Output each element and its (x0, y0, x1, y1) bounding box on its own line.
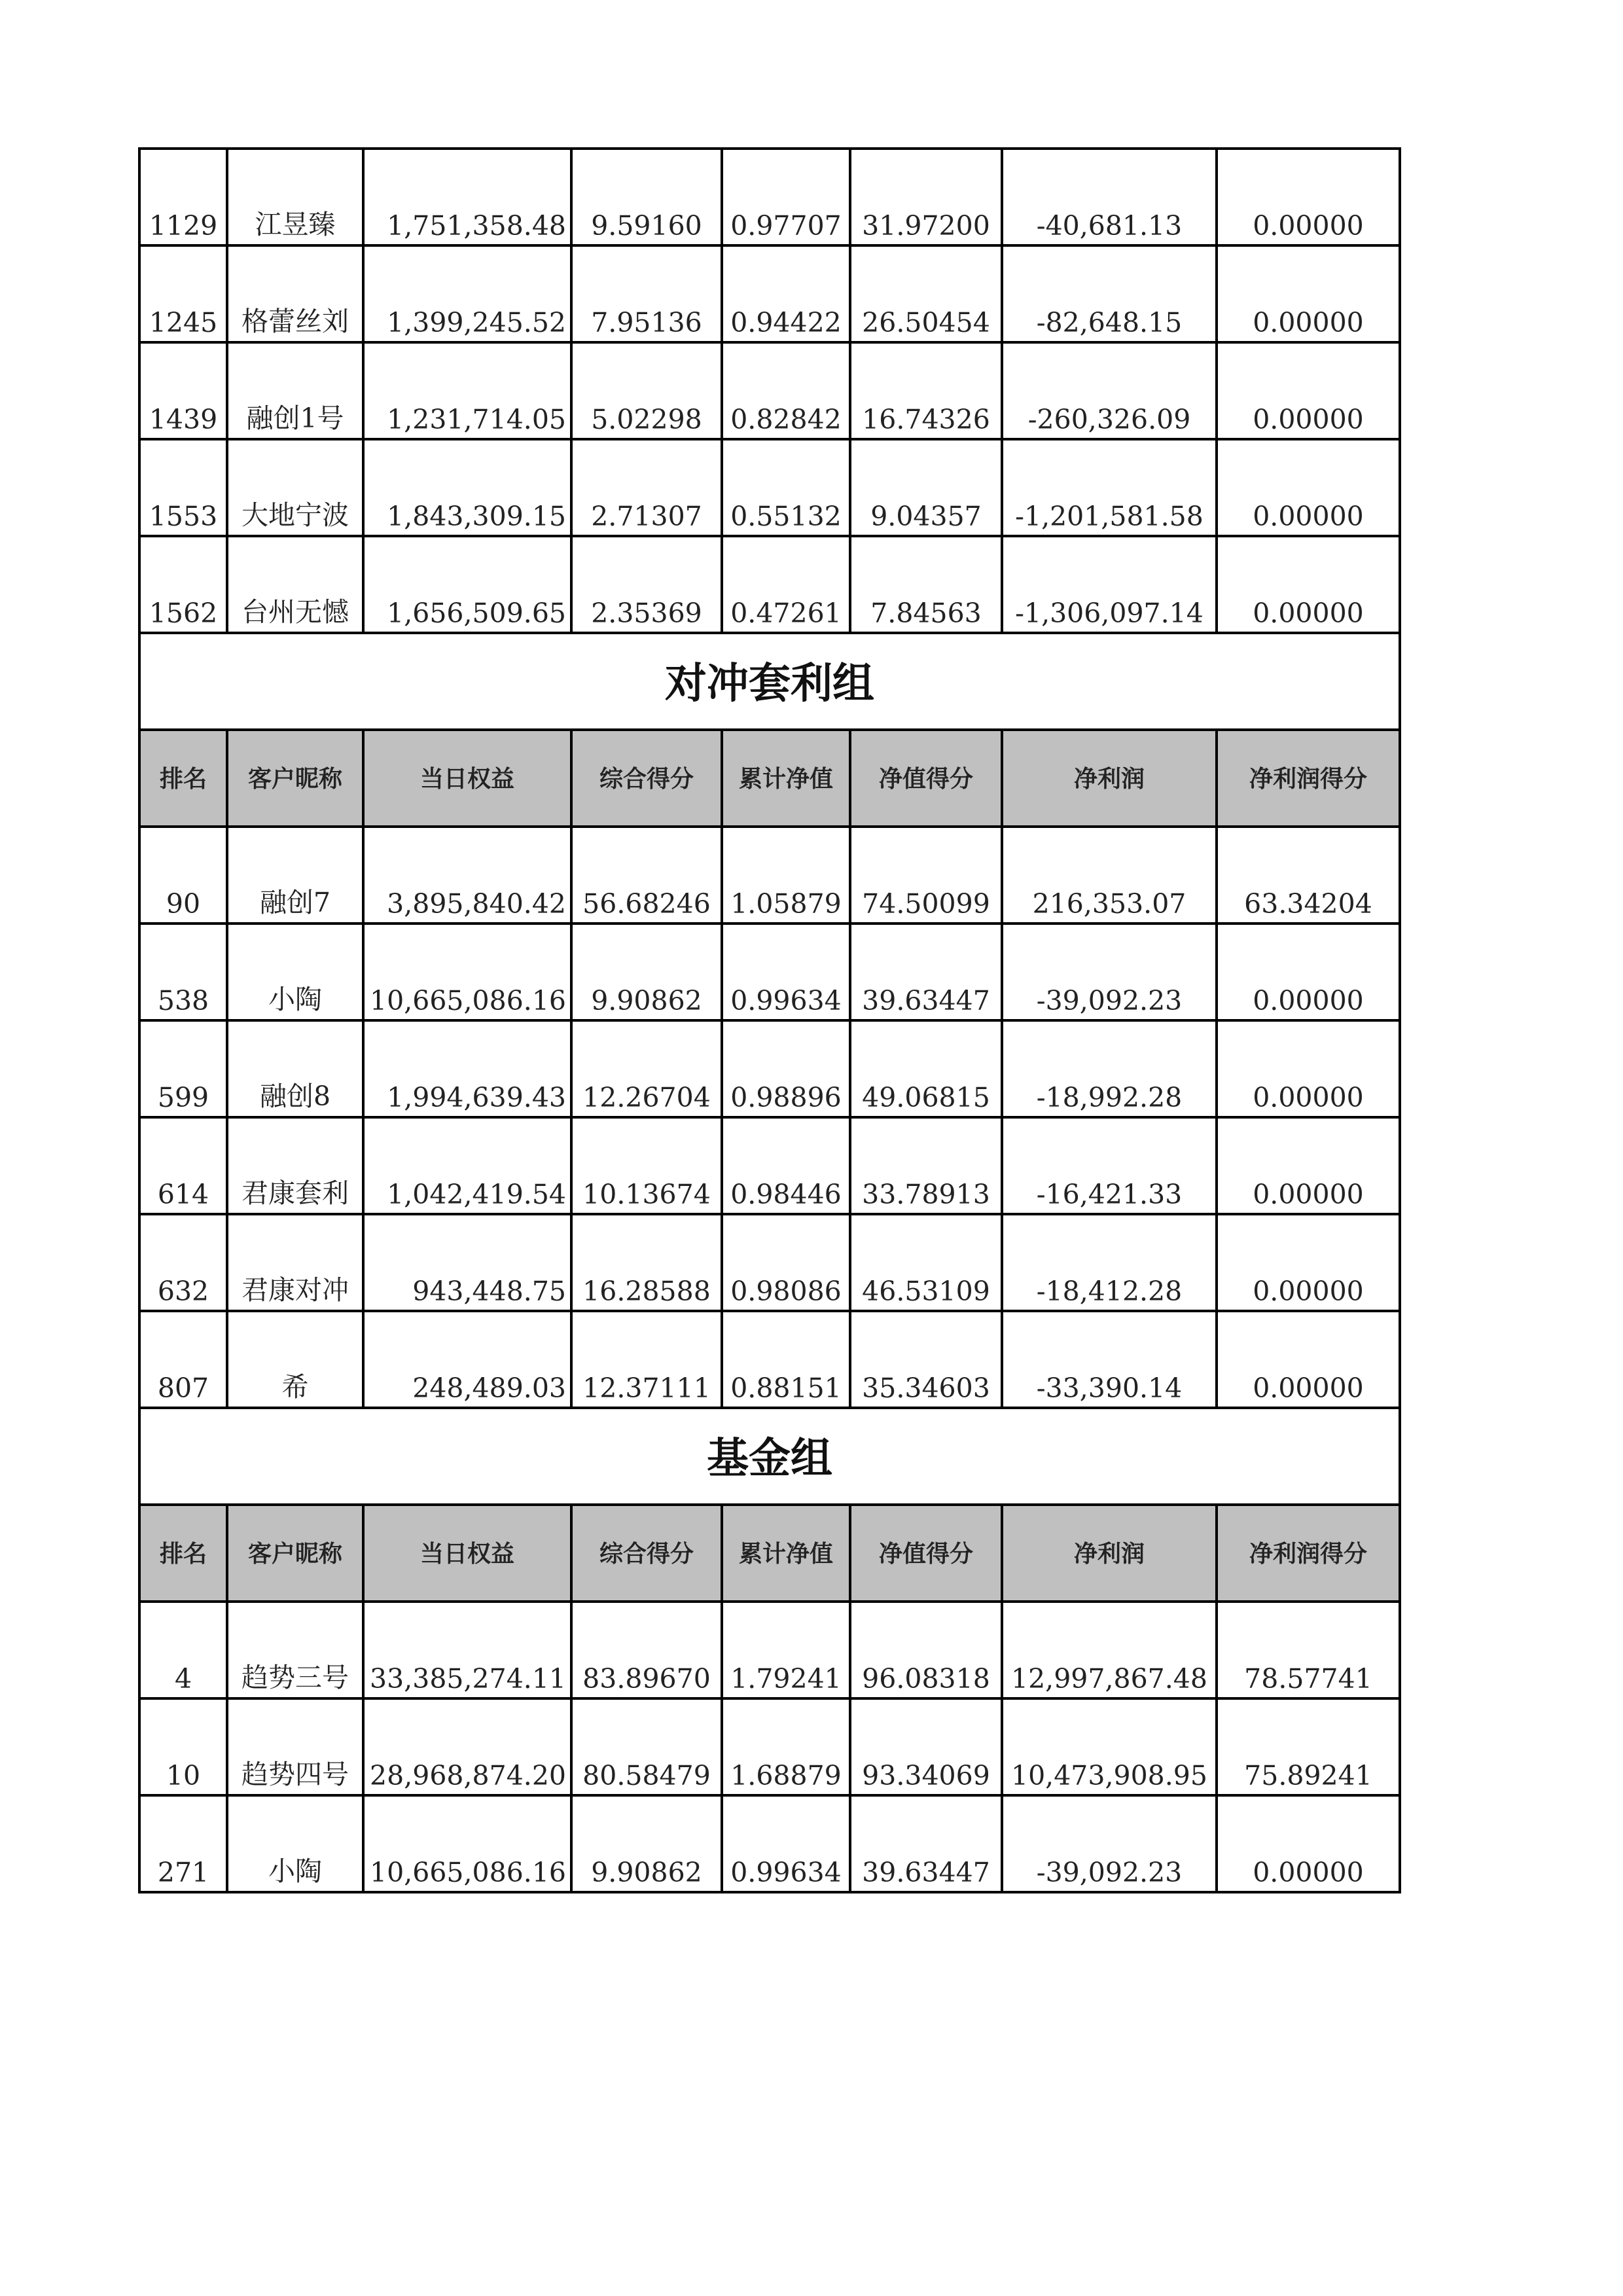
composite-score-cell: 5.02298 (571, 342, 722, 439)
nav-score-cell: 39.63447 (850, 1795, 1002, 1892)
equity-cell: 1,231,714.05 (363, 342, 571, 439)
equity-cell: 1,042,419.54 (363, 1117, 571, 1214)
composite-score-cell: 2.35369 (571, 536, 722, 633)
cumulative-nav-cell: 0.47261 (722, 536, 850, 633)
net-profit-score-cell: 0.00000 (1217, 1795, 1400, 1892)
nickname-cell: 小陶 (227, 1795, 363, 1892)
net-profit-score-cell: 0.00000 (1217, 536, 1400, 633)
cumulative-nav-cell: 0.97707 (722, 149, 850, 245)
net-profit-cell: -1,201,581.58 (1002, 439, 1217, 536)
nav-score-cell: 74.50099 (850, 827, 1002, 924)
net-profit-cell: -33,390.14 (1002, 1311, 1217, 1408)
net-profit-cell: 12,997,867.48 (1002, 1602, 1217, 1698)
composite-score-cell: 56.68246 (571, 827, 722, 924)
net-profit-cell: -40,681.13 (1002, 149, 1217, 245)
equity-cell: 943,448.75 (363, 1214, 571, 1311)
cumulative-nav-cell: 0.94422 (722, 245, 850, 342)
net-profit-cell: -260,326.09 (1002, 342, 1217, 439)
net-profit-cell: 216,353.07 (1002, 827, 1217, 924)
column-header-nav-score: 净值得分 (850, 1505, 1002, 1602)
section-title-row (139, 633, 1400, 730)
composite-score-cell: 9.90862 (571, 924, 722, 1020)
column-header-row (139, 730, 1400, 827)
cumulative-nav-cell: 0.88151 (722, 1311, 850, 1408)
composite-score-cell: 12.37111 (571, 1311, 722, 1408)
table-row (139, 245, 1400, 342)
equity-cell: 248,489.03 (363, 1311, 571, 1408)
column-header-row (139, 1505, 1400, 1602)
net-profit-score-cell: 75.89241 (1217, 1698, 1400, 1795)
column-header-equity: 当日权益 (363, 730, 571, 827)
rank-cell: 807 (139, 1311, 227, 1408)
nav-score-cell: 39.63447 (850, 924, 1002, 1020)
composite-score-cell: 83.89670 (571, 1602, 722, 1698)
composite-score-cell: 16.28588 (571, 1214, 722, 1311)
rank-cell: 632 (139, 1214, 227, 1311)
nav-score-cell: 9.04357 (850, 439, 1002, 536)
net-profit-cell: -82,648.15 (1002, 245, 1217, 342)
net-profit-score-cell: 0.00000 (1217, 149, 1400, 245)
column-header-net-profit: 净利润 (1002, 1505, 1217, 1602)
table-row (139, 149, 1400, 245)
nickname-cell: 希 (227, 1311, 363, 1408)
column-header-nickname: 客户昵称 (227, 1505, 363, 1602)
rank-cell: 538 (139, 924, 227, 1020)
rank-cell: 599 (139, 1020, 227, 1117)
column-header-net-profit: 净利润 (1002, 730, 1217, 827)
equity-cell: 1,656,509.65 (363, 536, 571, 633)
nav-score-cell: 93.34069 (850, 1698, 1002, 1795)
section-title: 基金组 (139, 1408, 1400, 1505)
cumulative-nav-cell: 0.82842 (722, 342, 850, 439)
rank-cell: 1553 (139, 439, 227, 536)
nav-score-cell: 31.97200 (850, 149, 1002, 245)
net-profit-score-cell: 0.00000 (1217, 1117, 1400, 1214)
nickname-cell: 趋势四号 (227, 1698, 363, 1795)
nickname-cell: 君康对冲 (227, 1214, 363, 1311)
cumulative-nav-cell: 1.79241 (722, 1602, 850, 1698)
nickname-cell: 融创7 (227, 827, 363, 924)
nickname-cell: 融创1号 (227, 342, 363, 439)
cumulative-nav-cell: 0.55132 (722, 439, 850, 536)
nickname-cell: 格蕾丝刘 (227, 245, 363, 342)
composite-score-cell: 7.95136 (571, 245, 722, 342)
composite-score-cell: 80.58479 (571, 1698, 722, 1795)
net-profit-score-cell: 63.34204 (1217, 827, 1400, 924)
column-header-composite-score: 综合得分 (571, 730, 722, 827)
column-header-cumulative-nav: 累计净值 (722, 1505, 850, 1602)
column-header-equity: 当日权益 (363, 1505, 571, 1602)
net-profit-cell: 10,473,908.95 (1002, 1698, 1217, 1795)
net-profit-cell: -18,992.28 (1002, 1020, 1217, 1117)
section-title-row (139, 1408, 1400, 1505)
equity-cell: 1,843,309.15 (363, 439, 571, 536)
equity-cell: 28,968,874.20 (363, 1698, 571, 1795)
column-header-net-profit-score: 净利润得分 (1217, 1505, 1400, 1602)
cumulative-nav-cell: 0.98446 (722, 1117, 850, 1214)
ranking-table (138, 147, 1401, 1893)
net-profit-score-cell: 0.00000 (1217, 1020, 1400, 1117)
composite-score-cell: 10.13674 (571, 1117, 722, 1214)
rank-cell: 90 (139, 827, 227, 924)
table-row (139, 1020, 1400, 1117)
table-row (139, 1311, 1400, 1408)
nav-score-cell: 96.08318 (850, 1602, 1002, 1698)
equity-cell: 33,385,274.11 (363, 1602, 571, 1698)
rank-cell: 1562 (139, 536, 227, 633)
table-body (139, 149, 1400, 1892)
nickname-cell: 江昱臻 (227, 149, 363, 245)
column-header-nickname: 客户昵称 (227, 730, 363, 827)
rank-cell: 4 (139, 1602, 227, 1698)
equity-cell: 3,895,840.42 (363, 827, 571, 924)
table-row (139, 536, 1400, 633)
equity-cell: 1,994,639.43 (363, 1020, 571, 1117)
rank-cell: 1129 (139, 149, 227, 245)
nickname-cell: 台州无憾 (227, 536, 363, 633)
nav-score-cell: 46.53109 (850, 1214, 1002, 1311)
nav-score-cell: 35.34603 (850, 1311, 1002, 1408)
rank-cell: 10 (139, 1698, 227, 1795)
nickname-cell: 大地宁波 (227, 439, 363, 536)
net-profit-score-cell: 0.00000 (1217, 245, 1400, 342)
net-profit-cell: -18,412.28 (1002, 1214, 1217, 1311)
net-profit-score-cell: 78.57741 (1217, 1602, 1400, 1698)
nav-score-cell: 7.84563 (850, 536, 1002, 633)
table-row (139, 924, 1400, 1020)
rank-cell: 1245 (139, 245, 227, 342)
equity-cell: 1,399,245.52 (363, 245, 571, 342)
net-profit-cell: -39,092.23 (1002, 1795, 1217, 1892)
net-profit-score-cell: 0.00000 (1217, 342, 1400, 439)
table-row (139, 342, 1400, 439)
net-profit-score-cell: 0.00000 (1217, 1214, 1400, 1311)
table-row (139, 1214, 1400, 1311)
column-header-rank: 排名 (139, 1505, 227, 1602)
nickname-cell: 融创8 (227, 1020, 363, 1117)
nickname-cell: 小陶 (227, 924, 363, 1020)
table-row (139, 1795, 1400, 1892)
net-profit-score-cell: 0.00000 (1217, 924, 1400, 1020)
section-title: 对冲套利组 (139, 633, 1400, 730)
equity-cell: 10,665,086.16 (363, 924, 571, 1020)
nav-score-cell: 16.74326 (850, 342, 1002, 439)
nav-score-cell: 26.50454 (850, 245, 1002, 342)
net-profit-cell: -16,421.33 (1002, 1117, 1217, 1214)
net-profit-score-cell: 0.00000 (1217, 1311, 1400, 1408)
rank-cell: 614 (139, 1117, 227, 1214)
nav-score-cell: 49.06815 (850, 1020, 1002, 1117)
nav-score-cell: 33.78913 (850, 1117, 1002, 1214)
cumulative-nav-cell: 0.99634 (722, 1795, 850, 1892)
equity-cell: 1,751,358.48 (363, 149, 571, 245)
equity-cell: 10,665,086.16 (363, 1795, 571, 1892)
cumulative-nav-cell: 1.68879 (722, 1698, 850, 1795)
rank-cell: 1439 (139, 342, 227, 439)
table-row (139, 1117, 1400, 1214)
column-header-net-profit-score: 净利润得分 (1217, 730, 1400, 827)
cumulative-nav-cell: 0.98896 (722, 1020, 850, 1117)
net-profit-score-cell: 0.00000 (1217, 439, 1400, 536)
composite-score-cell: 9.90862 (571, 1795, 722, 1892)
cumulative-nav-cell: 0.98086 (722, 1214, 850, 1311)
composite-score-cell: 9.59160 (571, 149, 722, 245)
net-profit-cell: -39,092.23 (1002, 924, 1217, 1020)
table-row (139, 1698, 1400, 1795)
table-row (139, 439, 1400, 536)
table-row (139, 827, 1400, 924)
cumulative-nav-cell: 0.99634 (722, 924, 850, 1020)
table-row (139, 1602, 1400, 1698)
column-header-cumulative-nav: 累计净值 (722, 730, 850, 827)
composite-score-cell: 12.26704 (571, 1020, 722, 1117)
rank-cell: 271 (139, 1795, 227, 1892)
column-header-composite-score: 综合得分 (571, 1505, 722, 1602)
column-header-rank: 排名 (139, 730, 227, 827)
net-profit-cell: -1,306,097.14 (1002, 536, 1217, 633)
column-header-nav-score: 净值得分 (850, 730, 1002, 827)
nickname-cell: 君康套利 (227, 1117, 363, 1214)
composite-score-cell: 2.71307 (571, 439, 722, 536)
cumulative-nav-cell: 1.05879 (722, 827, 850, 924)
nickname-cell: 趋势三号 (227, 1602, 363, 1698)
